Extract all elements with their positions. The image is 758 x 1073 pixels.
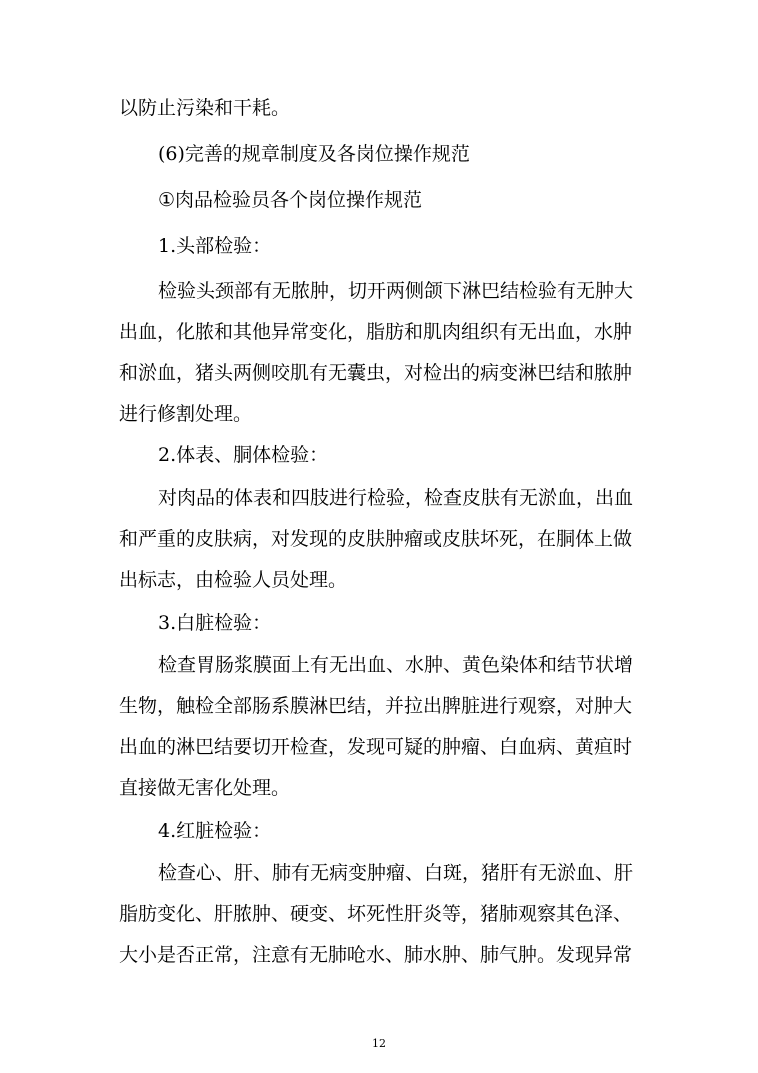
item-heading-head: 1.头部检验： [158, 235, 272, 257]
page-number: 12 [372, 1037, 386, 1050]
circled-number-one: ① [158, 189, 176, 211]
paragraph-line: 对肉品的体表和四肢进行检验，检查皮肤有无淤血，出血 [158, 487, 634, 509]
paragraph-line: 生物，触检全部肠系膜淋巴结，并拉出脾脏进行观察，对肿大 [119, 695, 633, 717]
paragraph-line: 出标志，由检验人员处理。 [119, 569, 348, 591]
paragraph-line: 直接做无害化处理。 [119, 777, 291, 799]
paragraph-line: 进行修割处理。 [119, 403, 253, 425]
item-heading-white-organs: 3.白脏检验： [158, 612, 272, 634]
paragraph-line: 检查胃肠浆膜面上有无出血、水肿、黄色染体和结节状增 [158, 654, 634, 676]
item-heading-red-organs: 4.红脏检验： [158, 820, 272, 842]
subsection-heading [158, 188, 758, 212]
subsection-heading-text: 肉品检验员各个岗位操作规范 [175, 189, 423, 211]
paragraph-line: 检查心、肝、肺有无病变肿瘤、白斑，猪肝有无淤血、肝 [158, 862, 634, 884]
item-heading-body: 2.体表、胴体检验： [158, 444, 329, 466]
paragraph-line: 检验头颈部有无脓肿，切开两侧颌下淋巴结检验有无肿大 [158, 280, 634, 302]
paragraph-line: 出血的淋巴结要切开检查，发现可疑的肿瘤、白血病、黄疸时 [119, 736, 633, 758]
paragraph-line: 出血，化脓和其他异常变化，脂肪和肌肉组织有无出血，水肿 [119, 321, 633, 343]
paragraph-line: 和严重的皮肤病，对发现的皮肤肿瘤或皮肤坏死，在胴体上做 [119, 528, 633, 550]
paragraph-line: 和淤血，猪头两侧咬肌有无囊虫，对检出的病变淋巴结和脓肿 [119, 362, 633, 384]
section-heading: (6)完善的规章制度及各岗位操作规范 [158, 143, 470, 165]
paragraph-line: 大小是否正常，注意有无肺呛水、肺水肿、肺气肿。发现异常 [119, 944, 633, 966]
paragraph-line: 以防止污染和干耗。 [119, 97, 291, 119]
paragraph-line: 脂肪变化、肝脓肿、硬变、坏死性肝炎等，猪肺观察其色泽、 [119, 903, 633, 925]
